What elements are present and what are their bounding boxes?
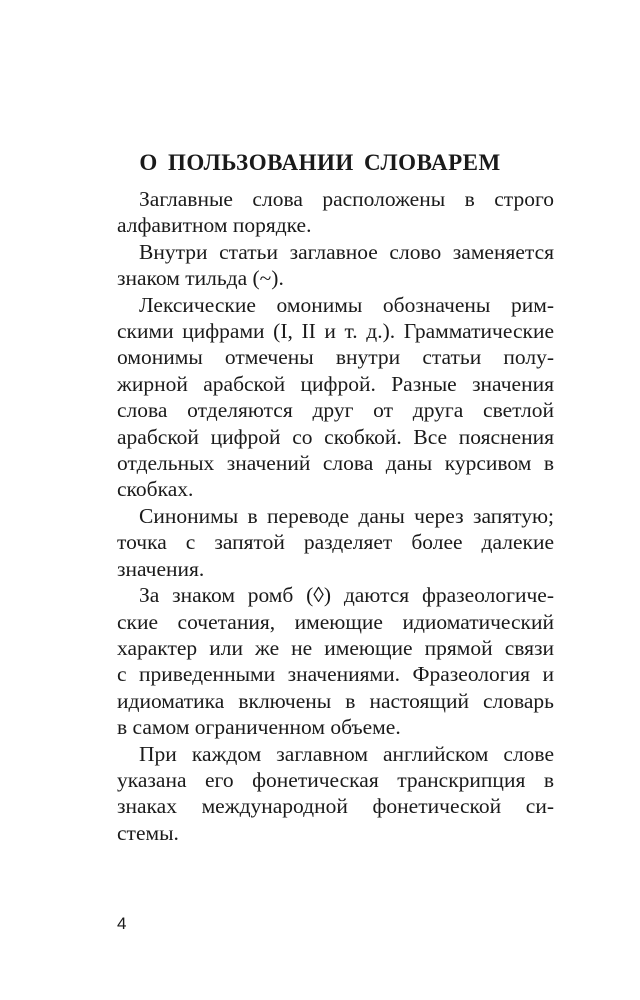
text-line: знаках международной фонетической си- (117, 794, 554, 819)
text-line: Заглавные слова расположены в строго (139, 187, 554, 211)
text-line: в самом ограниченном объеме. (117, 715, 401, 740)
text-line: слова отделяются друг от друга светлой (117, 398, 554, 423)
paragraph-homonyms (117, 292, 554, 503)
text-line: отдельных значений слова даны курсивом в (117, 451, 554, 476)
text-line: Лексические омонимы обозначены рим- (139, 292, 554, 317)
text-line: стемы. (117, 820, 179, 845)
text-line: скими цифрами (I, II и т. д.). Грамматические (117, 319, 554, 344)
text-line: алфавитном порядке. (117, 213, 312, 238)
paragraph-tilde (117, 239, 554, 292)
text-line: характер или же не имеющие прямой связи (117, 635, 554, 660)
text-line: знаком тильда (~). (117, 266, 284, 291)
paragraph-alphabetical-order (117, 186, 554, 239)
body-text (117, 186, 554, 846)
text-line: указана его фонетическая транскрипция в (117, 767, 554, 792)
text-line: За знаком ромб (◊) даются фразеологиче- (139, 583, 554, 608)
page-number: 4 (117, 914, 127, 933)
paragraph-phraseology (117, 582, 554, 740)
text-line: Синонимы в переводе даны через запятую; (139, 503, 554, 528)
text-line: жирной арабской цифрой. Разные значения (117, 371, 554, 396)
text-line: ские сочетания, имеющие идиоматический (117, 609, 554, 634)
text-line: с приведенными значениями. Фразеология и (117, 662, 554, 687)
text-line: Внутри статьи заглавное слово заменяется (139, 239, 554, 264)
text-line: значения. (117, 556, 205, 581)
paragraph-synonyms (117, 503, 554, 582)
text-line: точка с запятой разделяет более далекие (117, 530, 554, 555)
text-line: арабской цифрой со скобкой. Все пояснения (117, 424, 554, 449)
paragraph-transcription (117, 741, 554, 847)
text-line: омонимы отмечены внутри статьи полу- (117, 345, 554, 370)
text-line: идиоматика включены в настоящий словарь (117, 688, 554, 713)
page-heading: О ПОЛЬЗОВАНИИ СЛОВАРЕМ (139, 150, 501, 175)
text-line: При каждом заглавном английском слове (139, 741, 554, 766)
text-line: скобках. (117, 477, 194, 502)
